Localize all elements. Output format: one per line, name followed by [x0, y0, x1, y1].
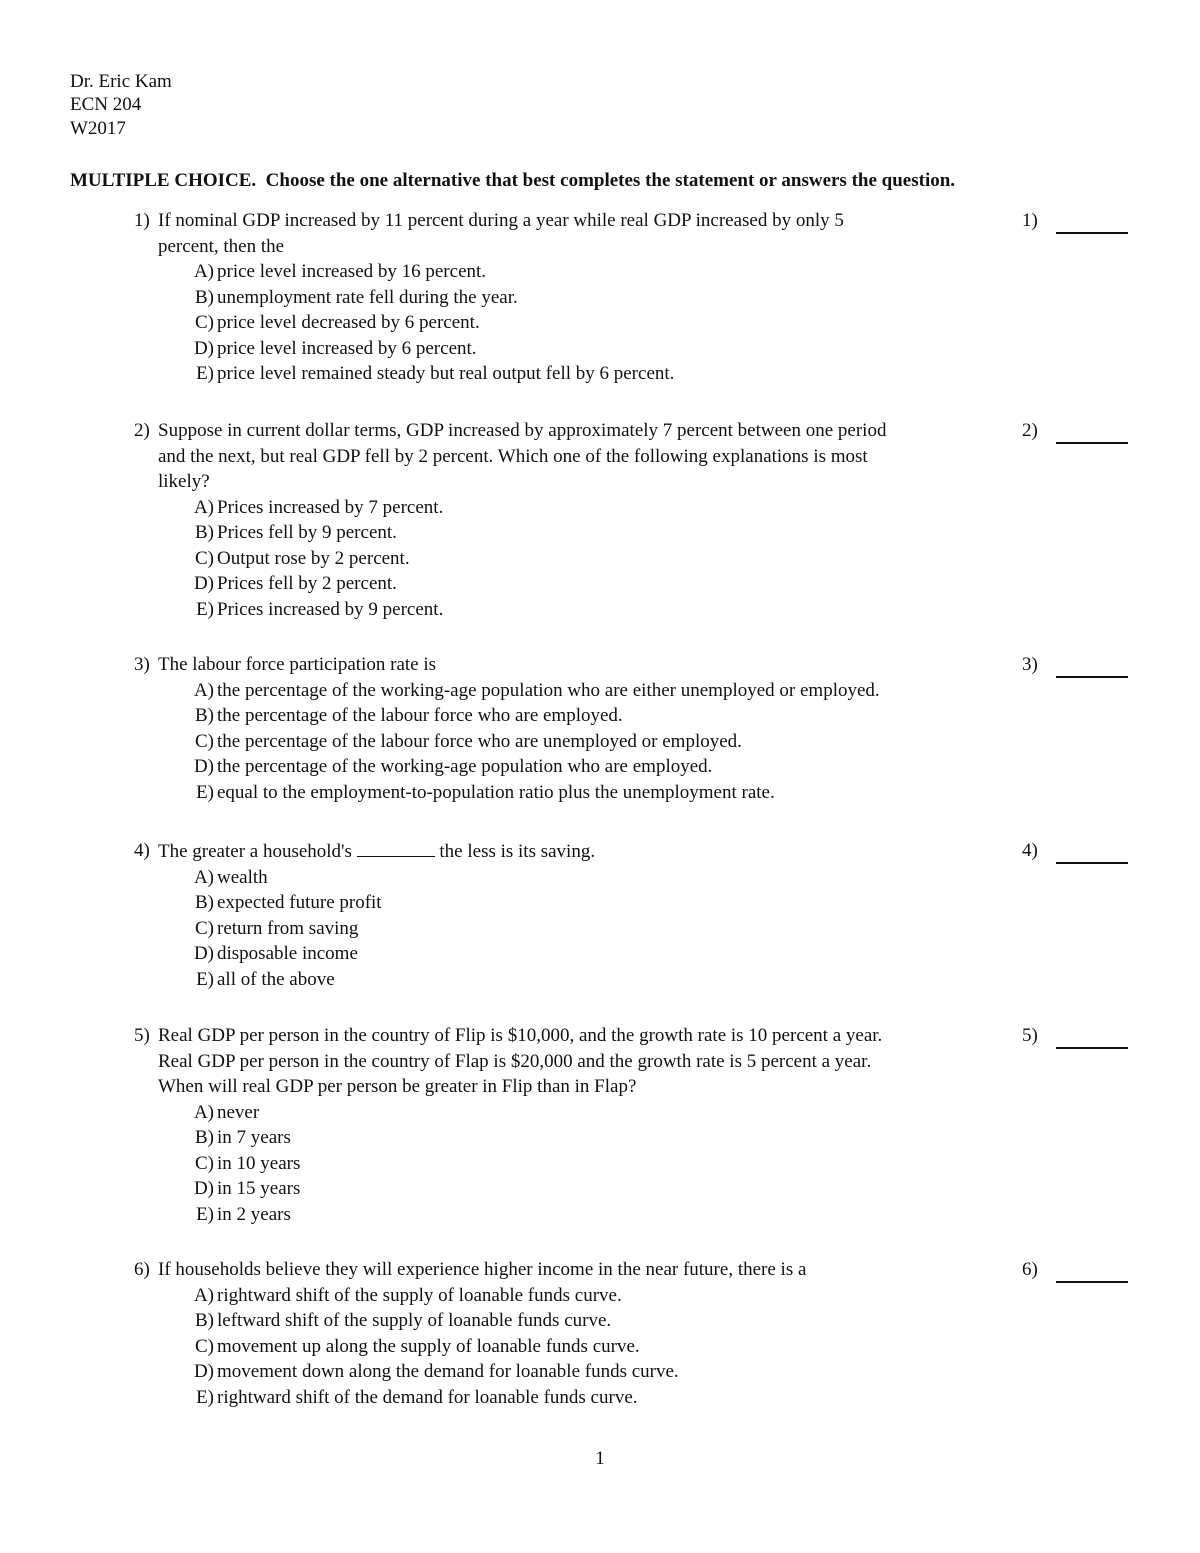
option-e[interactable]: E) rightward shift of the demand for loanable funds curve.	[196, 1386, 638, 1408]
option-c[interactable]: C) movement up along the supply of loanable funds curve.	[195, 1335, 640, 1357]
question-4	[134, 838, 1014, 992]
option-a[interactable]: A) Prices increased by 7 percent.	[193, 496, 444, 518]
answer-number: 4)	[1022, 840, 1038, 861]
answer-slot-5	[1022, 1023, 1132, 1049]
option-e[interactable]: E) equal to the employment-to-population ratio plus the unemployment rate.	[196, 781, 775, 803]
answer-blank[interactable]	[1056, 212, 1128, 234]
question-6	[134, 1257, 1014, 1410]
option-b[interactable]: B) leftward shift of the supply of loanable funds curve.	[195, 1310, 612, 1331]
option-e[interactable]: E) in 2 years	[196, 1203, 291, 1225]
option-b[interactable]: B) expected future profit	[195, 892, 382, 913]
question-number: 3)	[134, 654, 150, 675]
answer-blank[interactable]	[1056, 1027, 1128, 1049]
page-number: 1	[595, 1448, 605, 1469]
question-stem-line: likely?	[158, 471, 210, 492]
question-stem	[158, 1257, 1014, 1283]
option-c[interactable]: C) the percentage of the labour force who are unemployed or employed.	[195, 730, 742, 752]
option-e[interactable]: E) price level remained steady but real output fell by 6 percent.	[196, 363, 675, 384]
question-stem	[158, 652, 1014, 678]
question-3	[134, 652, 1014, 805]
option-d[interactable]: D) movement down along the demand for loanable funds curve.	[193, 1361, 679, 1382]
question-stem-after-blank: the less is its saving.	[439, 841, 596, 862]
question-number: 5)	[134, 1025, 150, 1046]
option-d[interactable]: D) disposable income	[193, 943, 358, 964]
option-e[interactable]: E) Prices increased by 9 percent.	[196, 598, 444, 620]
option-e[interactable]: E) all of the above	[196, 968, 335, 990]
instructions	[70, 168, 1140, 194]
question-stem-line: When will real GDP per person be greater in Flip than in Flap?	[158, 1076, 637, 1097]
answer-number: 6)	[1022, 1259, 1038, 1280]
course-code: ECN 204	[70, 94, 142, 116]
options-list	[186, 1100, 1014, 1228]
answer-blank[interactable]	[1056, 1261, 1128, 1283]
answer-slot-2	[1022, 418, 1132, 444]
question-stem-line: Suppose in current dollar terms, GDP increased by approximately 7 percent between one period	[158, 420, 887, 441]
option-a[interactable]: A) never	[193, 1101, 260, 1123]
answer-number: 5)	[1022, 1025, 1038, 1046]
option-b[interactable]: B) in 7 years	[195, 1127, 291, 1148]
answer-number: 2)	[1022, 420, 1038, 441]
answer-blank[interactable]	[1056, 422, 1128, 444]
option-d[interactable]: D) Prices fell by 2 percent.	[193, 573, 397, 594]
question-stem-line: percent, then the	[158, 235, 285, 257]
option-d[interactable]: D) price level increased by 6 percent.	[193, 337, 477, 359]
answer-number: 3)	[1022, 654, 1038, 675]
option-b[interactable]: B) Prices fell by 9 percent.	[195, 522, 397, 543]
question-5	[134, 1023, 1014, 1227]
question-number: 4)	[134, 840, 150, 861]
inline-blank	[357, 838, 435, 857]
question-number: 2)	[134, 420, 150, 441]
question-stem-before-blank: The greater a household's	[158, 841, 352, 862]
option-a[interactable]: A) price level increased by 16 percent.	[193, 261, 487, 282]
answer-blank[interactable]	[1056, 842, 1128, 864]
question-2	[134, 418, 1014, 622]
question-1	[134, 208, 1014, 387]
instructor-name: Dr. Eric Kam	[70, 71, 172, 92]
answer-slot-1	[1022, 208, 1132, 234]
question-stem-line: If households believe they will experience higher income in the near future, there is a	[158, 1259, 807, 1280]
option-a[interactable]: A) the percentage of the working-age population who are either unemployed or employed.	[193, 679, 880, 701]
question-stem	[158, 208, 1014, 259]
question-stem	[158, 838, 1014, 865]
options-list	[186, 1283, 1014, 1411]
question-stem	[158, 1023, 1014, 1100]
option-b[interactable]: B) the percentage of the labour force who are employed.	[195, 705, 623, 726]
option-d[interactable]: D) in 15 years	[193, 1178, 301, 1199]
option-c[interactable]: C) return from saving	[195, 917, 359, 939]
option-a[interactable]: A) rightward shift of the supply of loanable funds curve.	[193, 1284, 622, 1306]
option-a[interactable]: A) wealth	[193, 866, 268, 888]
question-stem	[158, 418, 1014, 495]
answer-blank[interactable]	[1056, 656, 1128, 678]
question-stem-line: and the next, but real GDP fell by 2 percent. Which one of the following explanations is most	[158, 445, 868, 467]
answer-number: 1)	[1022, 210, 1038, 231]
question-number: 6)	[134, 1259, 150, 1280]
instructions-label: MULTIPLE CHOICE.	[70, 170, 257, 191]
option-c[interactable]: C) in 10 years	[195, 1152, 301, 1174]
option-b[interactable]: B) unemployment rate fell during the year.	[195, 286, 518, 308]
question-number: 1)	[134, 210, 150, 231]
document-header	[70, 70, 172, 140]
answer-slot-3	[1022, 652, 1132, 678]
term: W2017	[70, 117, 126, 139]
answer-slot-4	[1022, 838, 1132, 864]
answer-slot-6	[1022, 1257, 1132, 1283]
options-list	[186, 865, 1014, 993]
question-stem-line: If nominal GDP increased by 11 percent during a year while real GDP increased by only 5	[158, 210, 844, 231]
question-stem-line: Real GDP per person in the country of Flap is $20,000 and the growth rate is 5 percent a year.	[158, 1050, 872, 1072]
question-stem-line: The labour force participation rate is	[158, 654, 437, 675]
options-list	[186, 678, 1014, 806]
question-stem-line: Real GDP per person in the country of Flip is $10,000, and the growth rate is 10 percent a year.	[158, 1025, 883, 1046]
options-list	[186, 259, 1014, 387]
options-list	[186, 495, 1014, 623]
option-d[interactable]: D) the percentage of the working-age population who are employed.	[193, 756, 713, 777]
instructions-text: Choose the one alternative that best completes the statement or answers the question.	[265, 170, 956, 191]
option-c[interactable]: C) Output rose by 2 percent.	[195, 547, 410, 569]
option-c[interactable]: C) price level decreased by 6 percent.	[195, 312, 480, 333]
